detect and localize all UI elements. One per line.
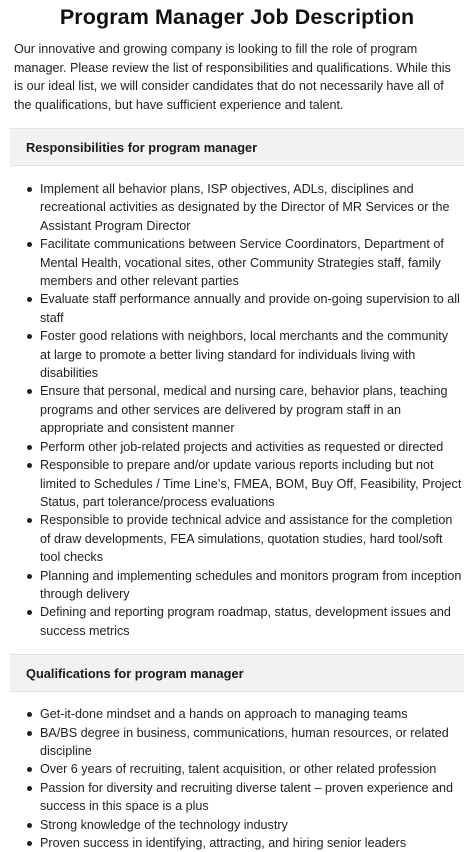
list-item-text: Implement all behavior plans, ISP objectives, ADLs, disciplines and recreational activities as designated by the Director of MR Services or the Assistant Program Director bbox=[40, 182, 450, 233]
list-item bbox=[0, 724, 474, 761]
list-item-text: Foster good relations with neighbors, local merchants and the community at large to promote a better living standard for individuals living with disabilities bbox=[40, 329, 449, 381]
list-item bbox=[0, 456, 474, 511]
bullet-icon bbox=[27, 518, 32, 523]
list-item-text: Responsible to provide technical advice and assistance for the completion of draw developments, FEA simulations, quotation studies, hard tool/soft tool checks bbox=[40, 513, 453, 565]
bullet-icon bbox=[27, 767, 32, 772]
list-item bbox=[0, 779, 474, 816]
bullet-icon bbox=[27, 574, 32, 579]
list-item bbox=[0, 760, 474, 778]
list-item-text: Over 6 years of recruiting, talent acquisition, or other related profession bbox=[40, 762, 437, 777]
intro-paragraph: Our innovative and growing company is looking to fill the role of program manager. Please review the list of responsibilities and qualifications. While this is our ideal list, we will consider candidates that do not necessarily have all of the qualifications, but have sufficient experience and talent. bbox=[14, 42, 451, 112]
bullet-icon bbox=[27, 389, 32, 394]
list-item bbox=[0, 705, 474, 723]
list-item bbox=[0, 438, 474, 456]
bullet-icon bbox=[27, 786, 32, 791]
responsibilities-heading: Responsibilities for program manager bbox=[10, 128, 464, 166]
page-title: Program Manager Job Description bbox=[59, 5, 415, 29]
list-item-text: Strong knowledge of the technology industry bbox=[40, 817, 288, 832]
responsibilities-list bbox=[0, 180, 474, 640]
list-item bbox=[0, 327, 474, 382]
bullet-icon bbox=[27, 731, 32, 736]
list-item-text: Planning and implementing schedules and monitors program from inception through delivery bbox=[40, 568, 462, 601]
list-item bbox=[0, 180, 474, 235]
list-item-text: Facilitate communications between Service Coordinators, Department of Mental Health, vocational sites, other Community Strategies staff, family members and other relevant parties bbox=[40, 237, 444, 289]
bullet-icon bbox=[27, 841, 32, 846]
list-item bbox=[0, 382, 474, 437]
list-item-text: Perform other job-related projects and activities as requested or directed bbox=[40, 439, 444, 454]
bullet-icon bbox=[27, 242, 32, 247]
list-item bbox=[0, 511, 474, 566]
list-item-text: Passion for diversity and recruiting diverse talent – proven experience and success in this space is a plus bbox=[40, 780, 454, 814]
list-item bbox=[0, 567, 474, 604]
bullet-icon bbox=[27, 712, 32, 717]
list-item-text: Defining and reporting program roadmap, status, development issues and success metrics bbox=[40, 605, 451, 638]
list-item bbox=[0, 290, 474, 327]
bullet-icon bbox=[27, 445, 32, 450]
qualifications-list bbox=[0, 705, 474, 852]
list-item-text: Get-it-done mindset and a hands on approach to managing teams bbox=[40, 707, 408, 722]
list-item bbox=[0, 603, 474, 640]
list-item bbox=[0, 834, 474, 852]
qualifications-heading: Qualifications for program manager bbox=[10, 654, 464, 692]
list-item-text: Evaluate staff performance annually and provide on-going supervision to all staff bbox=[40, 292, 460, 325]
list-item bbox=[0, 816, 474, 834]
list-item-text: Responsible to prepare and/or update various reports including but not limited to Schedules / Time Line’s, FMEA, BOM, Buy Off, Feasibility, Project Status, part tolerance/process evaluations bbox=[40, 458, 462, 509]
bullet-icon bbox=[27, 610, 32, 615]
list-item-text: BA/BS degree in business, communications, human resources, or related discipline bbox=[40, 725, 449, 758]
list-item bbox=[0, 235, 474, 290]
bullet-icon bbox=[27, 297, 32, 302]
list-item-text: Proven success in identifying, attracting, and hiring senior leaders bbox=[40, 836, 407, 850]
bullet-icon bbox=[27, 823, 32, 828]
bullet-icon bbox=[27, 187, 32, 192]
bullet-icon bbox=[27, 463, 32, 468]
list-item-text: Ensure that personal, medical and nursing care, behavior plans, teaching programs and other services are delivered by program staff in an appropriate and consistent manner bbox=[40, 384, 448, 436]
bullet-icon bbox=[27, 334, 32, 339]
